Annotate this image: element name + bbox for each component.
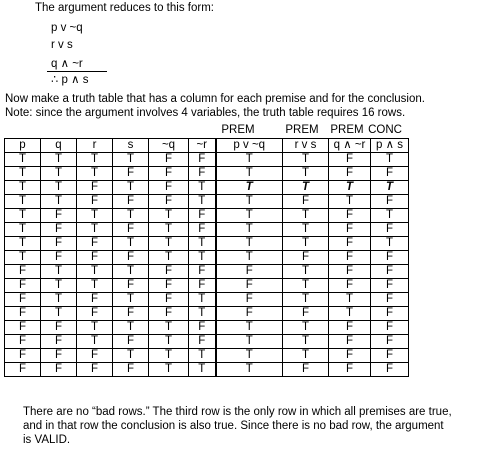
table-cell: T [41, 293, 77, 307]
table-cell: T [283, 335, 329, 349]
table-cell: F [329, 349, 371, 363]
table-cell: F [283, 307, 329, 321]
table-cell: F [329, 265, 371, 279]
table-cell: T [77, 335, 113, 349]
table-row [5, 335, 409, 349]
table-row [5, 209, 409, 223]
table-cell: T [329, 195, 371, 209]
column-label-prem-3: PREM [330, 124, 364, 136]
table-cell: T [216, 223, 283, 237]
table-cell: F [41, 349, 77, 363]
table-cell: F [329, 251, 371, 265]
table-cell: T [113, 153, 149, 167]
table-cell: F [77, 293, 113, 307]
table-row [5, 153, 409, 167]
table-cell: T [149, 209, 189, 223]
intro-text: The argument reduces to this form: [35, 2, 214, 14]
table-cell: F [283, 251, 329, 265]
header-p-or-not-q: p v ~q [216, 139, 283, 153]
table-cell: T [77, 167, 113, 181]
table-cell: F [329, 153, 371, 167]
table-row [5, 223, 409, 237]
table-cell: F [329, 209, 371, 223]
table-cell: F [113, 279, 149, 293]
table-cell: F [113, 251, 149, 265]
table-cell: F [371, 321, 409, 335]
table-cell: T [113, 265, 149, 279]
table-cell: T [5, 223, 41, 237]
table-cell: F [329, 279, 371, 293]
table-cell: F [149, 307, 189, 321]
table-cell: F [149, 195, 189, 209]
table-cell: T [41, 307, 77, 321]
table-cell: F [371, 279, 409, 293]
truth-table-header-row [5, 139, 409, 153]
table-cell: T [41, 167, 77, 181]
table-cell: T [371, 209, 409, 223]
table-cell: T [41, 195, 77, 209]
table-cell: F [5, 293, 41, 307]
table-cell: F [5, 307, 41, 321]
table-cell: F [371, 307, 409, 321]
table-cell: T [113, 209, 149, 223]
header-q-and-not-r: q ∧ ~r [329, 139, 371, 153]
truth-table [4, 138, 409, 377]
table-row [5, 251, 409, 265]
table-cell: T [216, 153, 283, 167]
header-not-q: ~q [149, 139, 189, 153]
table-cell: F [371, 223, 409, 237]
table-cell: T [5, 251, 41, 265]
table-cell: T [189, 237, 216, 251]
table-cell: F [329, 335, 371, 349]
table-cell: T [113, 237, 149, 251]
table-cell: T [329, 307, 371, 321]
table-cell: T [216, 363, 283, 377]
table-cell: T [189, 181, 216, 195]
table-cell: F [113, 363, 149, 377]
header-r-or-s: r v s [283, 139, 329, 153]
table-cell: F [189, 321, 216, 335]
table-cell: F [149, 279, 189, 293]
table-cell: T [329, 293, 371, 307]
table-cell: T [283, 349, 329, 363]
table-cell: T [113, 181, 149, 195]
table-cell: T [371, 181, 409, 195]
table-cell: F [113, 195, 149, 209]
table-cell: F [5, 265, 41, 279]
argument-conclusion: ∴ p ∧ s [51, 74, 89, 86]
table-cell: T [41, 265, 77, 279]
table-cell: F [371, 251, 409, 265]
table-cell: F [77, 307, 113, 321]
table-cell: F [5, 363, 41, 377]
table-cell: T [283, 181, 329, 195]
argument-premise-1: p v ~q [51, 22, 83, 34]
table-cell: F [189, 223, 216, 237]
table-cell: T [77, 223, 113, 237]
table-cell: F [113, 223, 149, 237]
table-cell: F [113, 307, 149, 321]
table-cell: T [149, 349, 189, 363]
table-cell: T [5, 167, 41, 181]
table-cell: T [216, 209, 283, 223]
table-cell: F [329, 167, 371, 181]
table-cell: T [41, 153, 77, 167]
header-q: q [41, 139, 77, 153]
table-row [5, 167, 409, 181]
table-row [5, 181, 409, 195]
table-cell: T [77, 279, 113, 293]
table-cell: T [216, 335, 283, 349]
table-cell: T [283, 237, 329, 251]
table-cell: T [216, 181, 283, 195]
table-cell: F [113, 335, 149, 349]
table-cell: F [189, 279, 216, 293]
table-row [5, 195, 409, 209]
table-cell: F [189, 153, 216, 167]
table-cell: F [216, 293, 283, 307]
table-cell: F [41, 251, 77, 265]
table-cell: F [5, 279, 41, 293]
table-cell: T [189, 307, 216, 321]
table-cell: F [41, 321, 77, 335]
argument-premise-3: q ∧ ~r [51, 58, 83, 70]
table-cell: F [189, 209, 216, 223]
table-cell: F [149, 181, 189, 195]
table-cell: F [371, 265, 409, 279]
table-cell: T [149, 335, 189, 349]
table-cell: T [216, 349, 283, 363]
table-cell: T [113, 293, 149, 307]
table-cell: F [77, 181, 113, 195]
table-cell: F [216, 265, 283, 279]
table-cell: F [189, 335, 216, 349]
table-cell: T [283, 265, 329, 279]
table-cell: T [283, 321, 329, 335]
table-cell: T [283, 223, 329, 237]
table-cell: T [149, 223, 189, 237]
table-cell: T [77, 153, 113, 167]
table-cell: F [77, 195, 113, 209]
table-cell: F [5, 321, 41, 335]
table-cell: F [149, 293, 189, 307]
header-not-r: ~r [189, 139, 216, 153]
table-cell: F [77, 251, 113, 265]
table-cell: T [5, 181, 41, 195]
table-row [5, 279, 409, 293]
table-cell: F [371, 167, 409, 181]
instruction-line-2: Note: since the argument involves 4 variables, the truth table requires 16 rows. [5, 107, 406, 119]
table-cell: T [189, 251, 216, 265]
table-cell: F [113, 167, 149, 181]
table-cell: F [329, 363, 371, 377]
table-cell: F [371, 335, 409, 349]
table-row [5, 349, 409, 363]
table-cell: F [149, 265, 189, 279]
table-cell: F [371, 363, 409, 377]
table-cell: F [41, 237, 77, 251]
table-cell: T [41, 279, 77, 293]
table-cell: F [149, 167, 189, 181]
instruction-line-1: Now make a truth table that has a column for each premise and for the conclusion. [5, 93, 425, 105]
table-cell: F [329, 237, 371, 251]
table-cell: T [77, 209, 113, 223]
table-cell: T [283, 153, 329, 167]
table-cell: F [77, 349, 113, 363]
table-cell: T [371, 153, 409, 167]
header-s: s [113, 139, 149, 153]
table-cell: T [283, 293, 329, 307]
conclusion-text: There are no “bad rows.” The third row is the only row in which all premises are true, and in that row the conclusion is also true. Since there is no bad row, the argument is VALID. [23, 406, 452, 446]
table-cell: T [5, 237, 41, 251]
table-cell: T [216, 167, 283, 181]
table-cell: F [329, 321, 371, 335]
truth-table-body [5, 153, 409, 377]
table-cell: T [5, 209, 41, 223]
table-cell: F [77, 363, 113, 377]
table-cell: F [371, 293, 409, 307]
table-cell: T [113, 349, 149, 363]
table-cell: T [149, 321, 189, 335]
table-cell: T [189, 293, 216, 307]
table-cell: T [5, 153, 41, 167]
table-cell: T [189, 349, 216, 363]
table-cell: T [149, 251, 189, 265]
table-cell: T [189, 363, 216, 377]
table-cell: T [371, 237, 409, 251]
column-label-prem-1: PREM [221, 124, 255, 136]
table-row [5, 307, 409, 321]
table-cell: F [41, 209, 77, 223]
table-cell: F [283, 195, 329, 209]
table-row [5, 321, 409, 335]
table-cell: F [189, 265, 216, 279]
table-row [5, 265, 409, 279]
table-cell: F [216, 279, 283, 293]
table-cell: F [329, 223, 371, 237]
table-cell: T [216, 251, 283, 265]
table-cell: T [216, 195, 283, 209]
table-cell: T [283, 167, 329, 181]
table-cell: T [189, 195, 216, 209]
table-row [5, 363, 409, 377]
table-cell: T [149, 363, 189, 377]
table-cell: T [77, 265, 113, 279]
table-cell: T [77, 321, 113, 335]
table-cell: F [41, 223, 77, 237]
table-cell: T [5, 195, 41, 209]
table-cell: T [283, 279, 329, 293]
table-cell: F [41, 363, 77, 377]
table-cell: T [113, 321, 149, 335]
table-cell: F [283, 363, 329, 377]
table-cell: F [216, 307, 283, 321]
table-cell: F [5, 335, 41, 349]
table-cell: T [216, 237, 283, 251]
table-cell: T [41, 181, 77, 195]
table-cell: T [216, 321, 283, 335]
column-label-prem-2: PREM [285, 124, 319, 136]
table-cell: T [329, 181, 371, 195]
table-cell: F [41, 335, 77, 349]
table-cell: T [283, 209, 329, 223]
header-p-and-s: p ∧ s [371, 139, 409, 153]
table-cell: F [189, 167, 216, 181]
header-p: p [5, 139, 41, 153]
argument-premise-2: r v s [51, 39, 73, 51]
table-cell: F [77, 237, 113, 251]
table-cell: F [371, 349, 409, 363]
table-cell: F [371, 195, 409, 209]
column-label-conc: CONC [368, 124, 402, 136]
table-row [5, 237, 409, 251]
header-r: r [77, 139, 113, 153]
table-cell: F [5, 349, 41, 363]
table-row [5, 293, 409, 307]
table-cell: F [149, 153, 189, 167]
table-cell: T [149, 237, 189, 251]
